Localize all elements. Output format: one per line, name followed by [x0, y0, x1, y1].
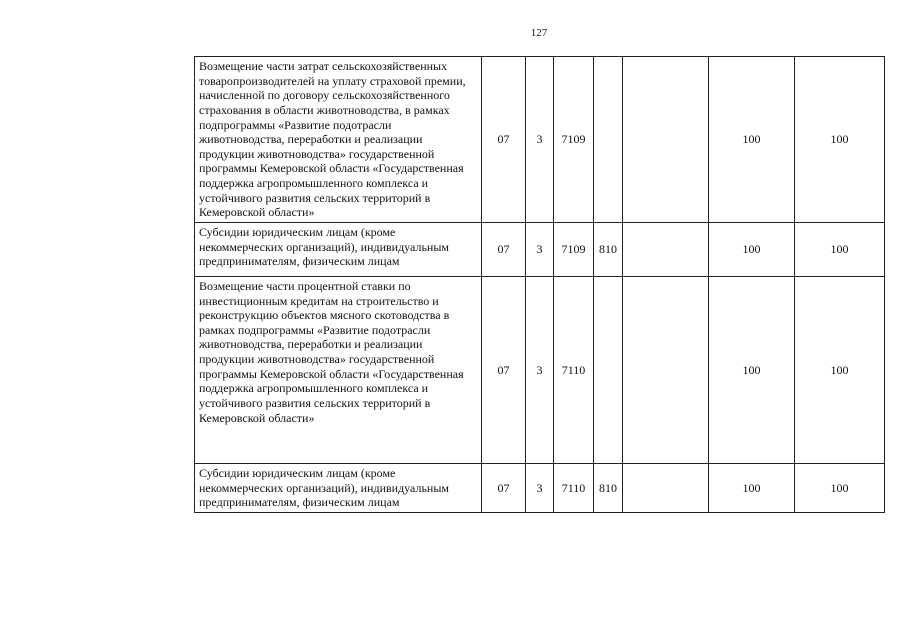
- subsection-code: 3: [526, 57, 554, 223]
- row-description: Возмещение части процентной ставки по инвестиционным кредитам на строительство и реконструкцию объектов мясного скотоводства в рамках подпрограммы «Развитие подотрасли животноводства, переработки и реализации продукции животноводства» государственной программы Кемеровской области «Государственная поддержка агропромышленного комплекса и устойчивого развития сельских территорий в Кемеровской области»: [195, 276, 482, 463]
- empty-cell: [623, 276, 709, 463]
- expense-type-code: [594, 57, 623, 223]
- empty-cell: [623, 222, 709, 276]
- amount-2: 100: [795, 57, 885, 223]
- table-row: [195, 463, 885, 512]
- budget-table: [194, 56, 885, 513]
- amount-1: 100: [709, 463, 795, 512]
- amount-2: 100: [795, 276, 885, 463]
- row-description: Субсидии юридическим лицам (кроме некоммерческих организаций), индивидуальным предпринимателям, физическим лицам: [195, 463, 482, 512]
- table-row: [195, 276, 885, 463]
- article-code: 7110: [554, 276, 594, 463]
- subsection-code: 3: [526, 463, 554, 512]
- section-code: 07: [482, 463, 526, 512]
- empty-cell: [623, 57, 709, 223]
- article-code: 7110: [554, 463, 594, 512]
- expense-type-code: 810: [594, 463, 623, 512]
- amount-1: 100: [709, 276, 795, 463]
- row-description: Возмещение части затрат сельскохозяйственных товаропроизводителей на уплату страховой премии, начисленной по договору сельскохозяйственного страхования в области животноводства, в рамках подпрограммы «Развитие подотрасли животноводства, переработки и реализации продукции животноводства» государственной программы Кемеровской области «Государственная поддержка агропромышленного комплекса и устойчивого развития сельских территорий в Кемеровской области»: [195, 57, 482, 223]
- article-code: 7109: [554, 222, 594, 276]
- subsection-code: 3: [526, 276, 554, 463]
- amount-2: 100: [795, 463, 885, 512]
- table-row: [195, 222, 885, 276]
- section-code: 07: [482, 276, 526, 463]
- row-description: Субсидии юридическим лицам (кроме некоммерческих организаций), индивидуальным предпринимателям, физическим лицам: [195, 222, 482, 276]
- subsection-code: 3: [526, 222, 554, 276]
- amount-1: 100: [709, 222, 795, 276]
- section-code: 07: [482, 57, 526, 223]
- expense-type-code: [594, 276, 623, 463]
- expense-type-code: 810: [594, 222, 623, 276]
- article-code: 7109: [554, 57, 594, 223]
- amount-2: 100: [795, 222, 885, 276]
- section-code: 07: [482, 222, 526, 276]
- amount-1: 100: [709, 57, 795, 223]
- page-number: 127: [530, 27, 548, 39]
- empty-cell: [623, 463, 709, 512]
- table-row: [195, 57, 885, 223]
